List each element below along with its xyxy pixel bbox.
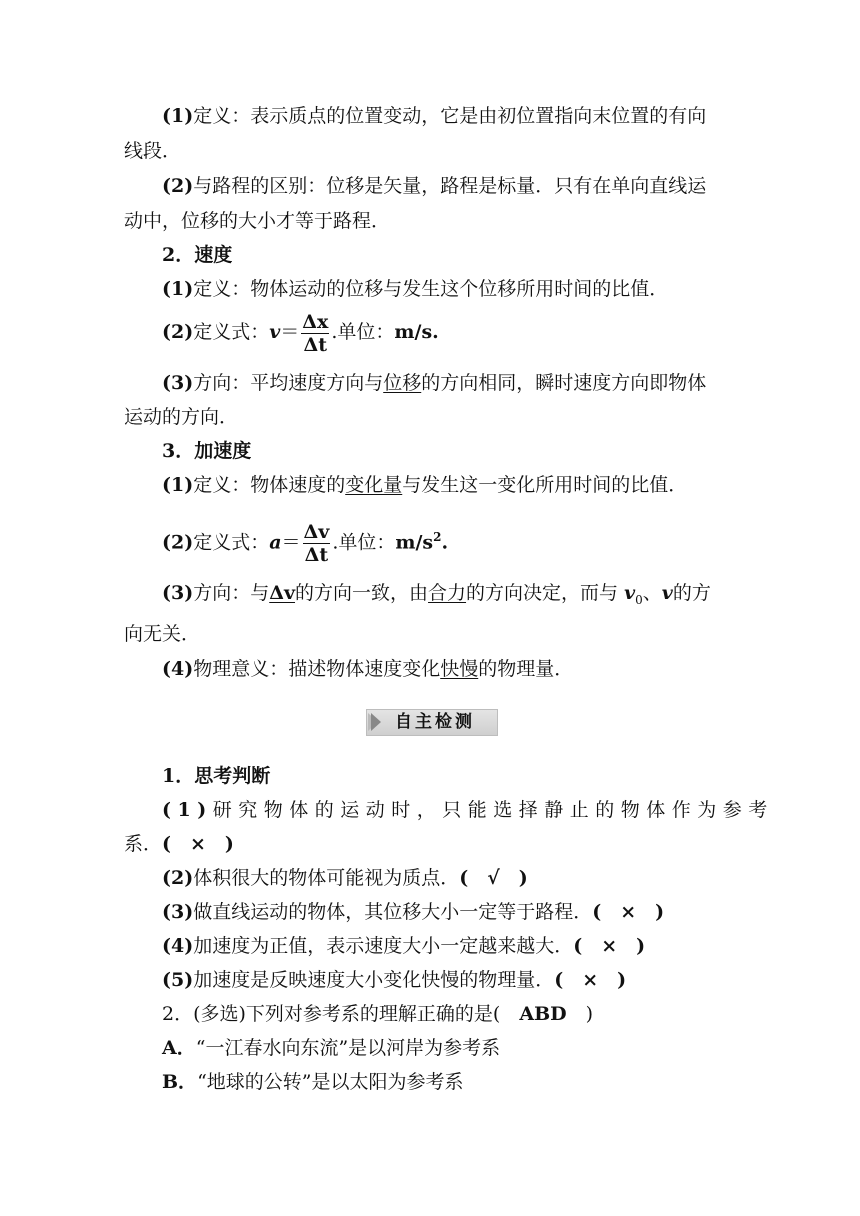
- para-text: 物理意义：描述物体速度变化: [193, 658, 441, 680]
- multi-choice-stem: [162, 1002, 744, 1026]
- question-answer: ( √ ): [459, 867, 528, 889]
- formula-equals: ＝: [280, 321, 300, 343]
- question-text: 做直线运动的物体，其位移大小一定等于路程．: [193, 901, 593, 923]
- item-label: (5): [162, 969, 194, 991]
- fraction-denominator: Δt: [304, 543, 329, 566]
- item-label: (1): [162, 474, 194, 496]
- question-item: [162, 934, 744, 958]
- fraction-numerator: Δx: [302, 310, 329, 333]
- para-text: 方向：与: [193, 582, 270, 604]
- question-text: 研究物体的运动时，只能选择静止的物体作为参考: [212, 799, 774, 821]
- question-text: 2．(多选)下列对参考系的理解正确的是(: [162, 1003, 520, 1025]
- para-text: 的方向一致，由: [295, 582, 429, 604]
- question-answer: ( × ): [592, 901, 665, 923]
- unit-label: .单位：: [331, 321, 395, 343]
- question-answer: ( × ): [554, 969, 627, 991]
- item-label: (2): [162, 321, 194, 343]
- para-text: 的方向决定，而与: [466, 582, 625, 604]
- para-text: 定义：物体速度的: [193, 474, 346, 496]
- question-answer: ( × ): [573, 935, 646, 957]
- banner-arrow-icon: [371, 713, 381, 731]
- para-velocity-definition: [162, 277, 744, 301]
- para-velocity-direction: [162, 371, 744, 395]
- question-text: 体积很大的物体可能视为质点．: [193, 867, 460, 889]
- para-velocity-direction-cont: [124, 405, 744, 429]
- fraction-numerator: Δv: [303, 520, 330, 543]
- item-label: (4): [162, 935, 194, 957]
- banner-label: 自主检测: [395, 712, 475, 732]
- item-label: (2): [162, 531, 194, 554]
- item-label: (2): [162, 867, 194, 889]
- underlined-term: Δv: [269, 582, 296, 604]
- question-text: ): [566, 1003, 594, 1025]
- para-acceleration-direction: [162, 581, 744, 612]
- para-text: 的方向相同，瞬时速度方向即物体: [421, 372, 707, 394]
- formula-fraction: [301, 311, 329, 356]
- question-text: 加速度是反映速度大小变化快慢的物理量．: [193, 969, 555, 991]
- underlined-term: 快慢: [440, 658, 479, 680]
- question-text: 系．: [124, 833, 163, 855]
- item-label: (3): [162, 901, 194, 923]
- item-label: (3): [162, 372, 194, 394]
- unit-label: .单位：: [332, 531, 396, 554]
- symbol-v: v: [624, 582, 636, 604]
- section-banner: [366, 709, 498, 736]
- question-item: [162, 798, 774, 822]
- symbol-subscript: 0: [635, 592, 643, 607]
- formula-equals: ＝: [281, 531, 301, 554]
- item-label: (1): [162, 799, 213, 821]
- heading-acceleration: 3．加速度: [162, 440, 252, 462]
- item-label: (1): [162, 105, 194, 127]
- para-acceleration-formula: [162, 513, 744, 566]
- formula-fraction: [303, 521, 331, 566]
- question-item: [162, 866, 744, 890]
- para-displacement-definition-cont: [124, 139, 744, 163]
- underlined-term: 合力: [428, 582, 467, 604]
- question-item-cont: [124, 832, 744, 856]
- para-acceleration-meaning: [162, 657, 744, 681]
- para-text: 的物理量．: [478, 658, 574, 680]
- question-item: [162, 900, 744, 924]
- symbol-v: v: [661, 582, 673, 604]
- formula-variable: a: [269, 531, 282, 554]
- option-text: “地球的公转”是以太阳为参考系: [197, 1071, 464, 1093]
- question-answer: ABD: [519, 1003, 567, 1025]
- para-text: 的方: [672, 582, 711, 604]
- heading-velocity: 2．速度: [162, 244, 233, 266]
- underlined-term: 位移: [383, 372, 422, 394]
- question-answer: ( × ): [162, 833, 234, 855]
- heading-judgement: 1．思考判断: [162, 765, 271, 787]
- item-label: (3): [162, 582, 194, 604]
- underlined-term: 变化量: [345, 474, 403, 496]
- choice-option: [162, 1070, 744, 1094]
- unit-value: m/s.: [394, 321, 439, 343]
- option-letter: B．: [162, 1071, 198, 1093]
- para-displacement-definition: [162, 104, 744, 128]
- para-text: 与发生这一变化所用时间的比值．: [402, 474, 688, 496]
- fraction-denominator: Δt: [303, 333, 328, 356]
- para-text: 定义式：: [193, 531, 270, 554]
- unit-value: m/s: [395, 531, 434, 554]
- para-text: 定义：物体运动的位移与发生这个位移所用时间的比值．: [193, 278, 669, 300]
- para-text: 、: [642, 582, 662, 604]
- para-displacement-vs-path-cont: [124, 209, 744, 233]
- para-text: 定义式：: [193, 321, 270, 343]
- option-text: “一江春水向东流”是以河岸为参考系: [195, 1037, 501, 1059]
- question-text: 加速度为正值，表示速度大小一定越来越大．: [193, 935, 574, 957]
- para-text: 线段．: [124, 140, 182, 162]
- para-text: 定义：表示质点的位置变动，它是由初位置指向末位置的有向: [193, 105, 707, 127]
- para-text: 动中，位移的大小才等于路程．: [124, 210, 391, 232]
- item-label: (2): [162, 175, 194, 197]
- para-text: 与路程的区别：位移是矢量，路程是标量．只有在单向直线运: [193, 175, 707, 197]
- unit-end: .: [441, 531, 449, 554]
- para-acceleration-direction-cont: [124, 622, 744, 646]
- para-displacement-vs-path: [162, 174, 744, 198]
- item-label: (4): [162, 658, 194, 680]
- para-text: 运动的方向．: [124, 406, 239, 428]
- option-letter: A．: [162, 1037, 196, 1059]
- para-velocity-formula: [162, 308, 744, 356]
- para-text: 方向：平均速度方向与: [193, 372, 384, 394]
- item-label: (1): [162, 278, 194, 300]
- choice-option: [162, 1036, 744, 1060]
- question-item: [162, 968, 744, 992]
- formula-variable: v: [269, 321, 281, 343]
- unit-exponent: 2: [433, 530, 442, 544]
- para-acceleration-definition: [162, 473, 744, 497]
- para-text: 向无关．: [124, 623, 201, 645]
